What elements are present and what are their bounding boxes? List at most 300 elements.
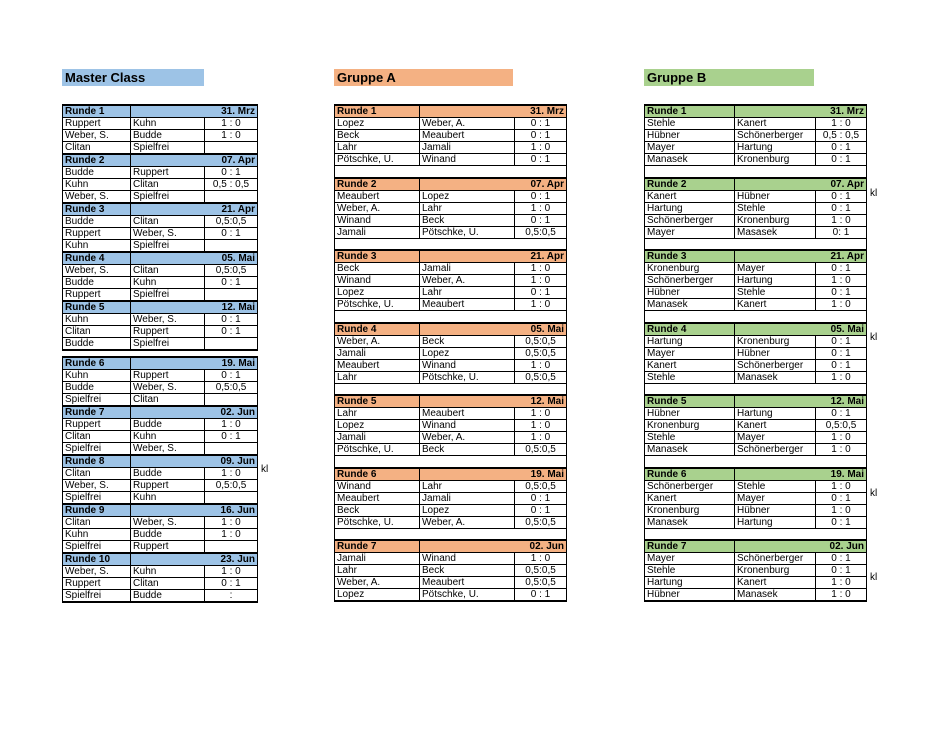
round-date: 19. Mai bbox=[735, 468, 867, 481]
spacer-cell bbox=[735, 166, 816, 178]
match-row bbox=[63, 492, 258, 505]
player-two: Pötschke, U. bbox=[420, 371, 515, 383]
round-date: 31. Mrz bbox=[735, 105, 867, 118]
match-row bbox=[645, 480, 867, 492]
spacer-cell bbox=[420, 238, 515, 250]
player-two: Jamali bbox=[420, 142, 515, 154]
player-one: Kronenburg bbox=[645, 504, 735, 516]
match-row bbox=[63, 566, 258, 578]
player-one: Manasek bbox=[645, 516, 735, 528]
spacer-row bbox=[645, 383, 867, 395]
player-one: Mayer bbox=[645, 226, 735, 238]
round-label: Runde 2 bbox=[335, 178, 420, 191]
player-one: Weber, S. bbox=[63, 480, 131, 492]
spacer-cell bbox=[335, 166, 420, 178]
match-row bbox=[645, 118, 867, 130]
player-two: Hartung bbox=[735, 142, 816, 154]
match-row bbox=[63, 541, 258, 554]
player-two: Kuhn bbox=[131, 492, 205, 505]
player-one: Hübner bbox=[645, 408, 735, 420]
player-two: Weber, A. bbox=[420, 432, 515, 444]
schedule-table bbox=[334, 104, 567, 602]
player-one: Meaubert bbox=[335, 492, 420, 504]
player-two: Kuhn bbox=[131, 566, 205, 578]
match-result: 0 : 1 bbox=[205, 167, 258, 179]
round-label: Runde 2 bbox=[63, 154, 131, 167]
player-one: Lahr bbox=[335, 565, 420, 577]
round-header-row bbox=[335, 323, 567, 336]
spacer-cell bbox=[515, 528, 567, 540]
match-row bbox=[335, 299, 567, 311]
player-one: Kuhn bbox=[63, 314, 131, 326]
spacer-cell bbox=[645, 238, 735, 250]
round-header-row bbox=[63, 455, 258, 468]
match-result: 0,5:0,5 bbox=[515, 335, 567, 347]
match-result: 0,5 : 0,5 bbox=[816, 130, 867, 142]
match-row bbox=[63, 468, 258, 480]
player-two: Kanert bbox=[735, 420, 816, 432]
match-result: 0 : 1 bbox=[816, 359, 867, 371]
match-row bbox=[645, 359, 867, 371]
player-two: Hartung bbox=[735, 408, 816, 420]
match-result: 1 : 0 bbox=[515, 202, 567, 214]
match-row bbox=[63, 314, 258, 326]
round-label: Runde 1 bbox=[335, 105, 420, 118]
player-two: Winand bbox=[420, 154, 515, 166]
player-one: Pötschke, U. bbox=[335, 154, 420, 166]
player-two: Hartung bbox=[735, 275, 816, 287]
match-result: 0 : 1 bbox=[515, 118, 567, 130]
match-result: 0,5:0,5 bbox=[515, 577, 567, 589]
spacer-cell bbox=[735, 238, 816, 250]
match-row bbox=[645, 190, 867, 202]
player-one: Lopez bbox=[335, 420, 420, 432]
spacer-cell bbox=[420, 166, 515, 178]
player-two: Kronenburg bbox=[735, 214, 816, 226]
match-row bbox=[645, 432, 867, 444]
match-row bbox=[335, 408, 567, 420]
player-two: Manasek bbox=[735, 589, 816, 602]
player-one: Pötschke, U. bbox=[335, 516, 420, 528]
round-header-row bbox=[335, 395, 567, 408]
player-one: Kuhn bbox=[63, 370, 131, 382]
round-date: 09. Jun bbox=[131, 455, 258, 468]
match-result: 1 : 0 bbox=[816, 504, 867, 516]
match-result: 1 : 0 bbox=[205, 118, 258, 130]
round-date: 07. Apr bbox=[735, 178, 867, 191]
match-row bbox=[335, 214, 567, 226]
match-row bbox=[335, 154, 567, 166]
match-row bbox=[645, 130, 867, 142]
spacer-cell bbox=[515, 383, 567, 395]
round-label: Runde 6 bbox=[335, 468, 420, 481]
round-date: 02. Jun bbox=[131, 406, 258, 419]
round-label: Runde 2 bbox=[645, 178, 735, 191]
player-one: Winand bbox=[335, 480, 420, 492]
player-two: Jamali bbox=[420, 263, 515, 275]
player-one: Pötschke, U. bbox=[335, 444, 420, 456]
match-result bbox=[205, 394, 258, 407]
round-header-row bbox=[645, 323, 867, 336]
match-row bbox=[63, 289, 258, 302]
player-two: Weber, S. bbox=[131, 443, 205, 456]
match-note: kl bbox=[261, 464, 269, 475]
match-row bbox=[645, 154, 867, 166]
match-row bbox=[645, 287, 867, 299]
spacer-cell bbox=[420, 383, 515, 395]
match-row bbox=[645, 263, 867, 275]
player-one: Manasek bbox=[645, 299, 735, 311]
player-one: Pötschke, U. bbox=[335, 299, 420, 311]
player-two: Meaubert bbox=[420, 130, 515, 142]
match-row bbox=[63, 142, 258, 155]
player-two: Kronenburg bbox=[735, 154, 816, 166]
player-two: Clitan bbox=[131, 265, 205, 277]
player-two: Spielfrei bbox=[131, 289, 205, 302]
player-one: Hübner bbox=[645, 287, 735, 299]
player-two: Manasek bbox=[735, 371, 816, 383]
round-label: Runde 5 bbox=[645, 395, 735, 408]
round-date: 02. Jun bbox=[420, 540, 567, 553]
player-two: Lopez bbox=[420, 504, 515, 516]
spacer-cell bbox=[735, 528, 816, 540]
match-note: kl bbox=[870, 188, 878, 199]
player-two: Stehle bbox=[735, 480, 816, 492]
round-header-row bbox=[335, 178, 567, 191]
match-row bbox=[63, 326, 258, 338]
match-result: 1 : 0 bbox=[205, 517, 258, 529]
match-row bbox=[335, 142, 567, 154]
round-label: Runde 4 bbox=[63, 252, 131, 265]
match-result: 0 : 1 bbox=[205, 228, 258, 240]
player-one: Mayer bbox=[645, 347, 735, 359]
player-one: Ruppert bbox=[63, 228, 131, 240]
match-result: 1 : 0 bbox=[816, 577, 867, 589]
player-two: Lopez bbox=[420, 190, 515, 202]
round-header-row bbox=[645, 105, 867, 118]
spacer-cell bbox=[515, 166, 567, 178]
player-two: Pötschke, U. bbox=[420, 589, 515, 602]
round-label: Runde 7 bbox=[63, 406, 131, 419]
round-date: 07. Apr bbox=[131, 154, 258, 167]
match-row bbox=[335, 504, 567, 516]
match-row bbox=[335, 118, 567, 130]
match-result: 0 : 1 bbox=[515, 130, 567, 142]
player-two: Spielfrei bbox=[131, 240, 205, 253]
player-two: Jamali bbox=[420, 492, 515, 504]
match-result: 0,5 : 0,5 bbox=[205, 179, 258, 191]
player-two: Hübner bbox=[735, 504, 816, 516]
spacer-row bbox=[335, 166, 567, 178]
match-result: 1 : 0 bbox=[205, 566, 258, 578]
round-date: 12. Mai bbox=[131, 301, 258, 314]
match-result: 0 : 1 bbox=[515, 287, 567, 299]
match-result: 0,5:0,5 bbox=[515, 565, 567, 577]
match-result: 1 : 0 bbox=[816, 214, 867, 226]
player-one: Spielfrei bbox=[63, 541, 131, 554]
match-row bbox=[645, 504, 867, 516]
round-date: 21. Apr bbox=[735, 250, 867, 263]
spacer-cell bbox=[515, 456, 567, 468]
match-result bbox=[205, 492, 258, 505]
player-two: Weber, S. bbox=[131, 517, 205, 529]
player-one: Jamali bbox=[335, 226, 420, 238]
player-one: Lopez bbox=[335, 287, 420, 299]
spacer-cell bbox=[735, 383, 816, 395]
player-two: Meaubert bbox=[420, 577, 515, 589]
player-one: Lahr bbox=[335, 142, 420, 154]
match-row bbox=[63, 578, 258, 590]
player-two: Ruppert bbox=[131, 167, 205, 179]
player-one: Weber, S. bbox=[63, 265, 131, 277]
player-two: Weber, S. bbox=[131, 314, 205, 326]
player-two: Meaubert bbox=[420, 299, 515, 311]
round-date: 23. Jun bbox=[131, 553, 258, 566]
match-row bbox=[645, 275, 867, 287]
player-two: Kronenburg bbox=[735, 565, 816, 577]
match-result: 0 : 1 bbox=[816, 565, 867, 577]
match-row bbox=[63, 265, 258, 277]
round-header-row bbox=[63, 504, 258, 517]
match-row bbox=[335, 432, 567, 444]
player-one: Spielfrei bbox=[63, 492, 131, 505]
match-row bbox=[335, 420, 567, 432]
match-result: 1 : 0 bbox=[205, 529, 258, 541]
player-one: Spielfrei bbox=[63, 443, 131, 456]
player-two: Mayer bbox=[735, 263, 816, 275]
match-row bbox=[63, 191, 258, 204]
round-label: Runde 7 bbox=[645, 540, 735, 553]
spacer-cell bbox=[816, 311, 867, 323]
player-two: Schönerberger bbox=[735, 553, 816, 565]
round-date: 21. Apr bbox=[420, 250, 567, 263]
match-result: 1 : 0 bbox=[205, 468, 258, 480]
match-result: 1 : 0 bbox=[816, 444, 867, 456]
round-label: Runde 3 bbox=[335, 250, 420, 263]
match-result: 1 : 0 bbox=[816, 118, 867, 130]
spacer-row bbox=[645, 456, 867, 468]
spacer-row bbox=[645, 166, 867, 178]
player-one: Winand bbox=[335, 214, 420, 226]
player-one: Ruppert bbox=[63, 419, 131, 431]
match-result: 0 : 1 bbox=[816, 492, 867, 504]
match-result: 1 : 0 bbox=[816, 299, 867, 311]
match-result: 1 : 0 bbox=[816, 480, 867, 492]
match-result bbox=[205, 443, 258, 456]
match-row bbox=[335, 492, 567, 504]
round-header-row bbox=[645, 540, 867, 553]
spacer-cell bbox=[645, 166, 735, 178]
player-two: Lahr bbox=[420, 202, 515, 214]
player-two: Beck bbox=[420, 565, 515, 577]
round-label: Runde 8 bbox=[63, 455, 131, 468]
player-two: Weber, A. bbox=[420, 118, 515, 130]
match-result: 0 : 1 bbox=[205, 370, 258, 382]
spacer-cell bbox=[735, 311, 816, 323]
round-date: 07. Apr bbox=[420, 178, 567, 191]
spacer-row bbox=[645, 528, 867, 540]
player-two: Schönerberger bbox=[735, 359, 816, 371]
match-row bbox=[335, 553, 567, 565]
player-two: Ruppert bbox=[131, 541, 205, 554]
match-result bbox=[205, 142, 258, 155]
player-one: Beck bbox=[335, 504, 420, 516]
player-one: Jamali bbox=[335, 432, 420, 444]
match-result: 0 : 1 bbox=[816, 516, 867, 528]
match-row bbox=[63, 517, 258, 529]
player-two: Kronenburg bbox=[735, 335, 816, 347]
player-two: Hübner bbox=[735, 347, 816, 359]
round-label: Runde 6 bbox=[63, 357, 131, 370]
match-row bbox=[63, 590, 258, 603]
player-two: Meaubert bbox=[420, 408, 515, 420]
player-two: Hübner bbox=[735, 190, 816, 202]
round-header-row bbox=[63, 203, 258, 216]
match-result bbox=[205, 191, 258, 204]
player-two: Stehle bbox=[735, 287, 816, 299]
match-result: 1 : 0 bbox=[816, 275, 867, 287]
player-one: Schönerberger bbox=[645, 480, 735, 492]
player-one: Hübner bbox=[645, 130, 735, 142]
master-class-title: Master Class bbox=[62, 69, 204, 86]
match-result: 1 : 0 bbox=[816, 432, 867, 444]
player-two: Weber, S. bbox=[131, 228, 205, 240]
match-row bbox=[335, 202, 567, 214]
player-two: Beck bbox=[420, 335, 515, 347]
match-result: 0,5:0,5 bbox=[515, 226, 567, 238]
match-note: kl bbox=[870, 572, 878, 583]
player-one: Schönerberger bbox=[645, 214, 735, 226]
player-one: Beck bbox=[335, 263, 420, 275]
match-result: 0 : 1 bbox=[515, 190, 567, 202]
player-one: Stehle bbox=[645, 118, 735, 130]
match-result: 0,5:0,5 bbox=[205, 265, 258, 277]
player-two: Masasek bbox=[735, 226, 816, 238]
round-date: 12. Mai bbox=[420, 395, 567, 408]
player-two: Beck bbox=[420, 214, 515, 226]
round-label: Runde 10 bbox=[63, 553, 131, 566]
match-row bbox=[645, 492, 867, 504]
match-row bbox=[63, 216, 258, 228]
player-one: Manasek bbox=[645, 444, 735, 456]
match-result: : bbox=[205, 590, 258, 603]
spacer-row bbox=[645, 238, 867, 250]
round-label: Runde 1 bbox=[63, 105, 131, 118]
player-one: Clitan bbox=[63, 517, 131, 529]
spacer-cell bbox=[816, 456, 867, 468]
player-one: Budde bbox=[63, 277, 131, 289]
round-label: Runde 9 bbox=[63, 504, 131, 517]
round-date: 19. Mai bbox=[131, 357, 258, 370]
match-result: 0 : 1 bbox=[515, 214, 567, 226]
spacer-cell bbox=[420, 456, 515, 468]
player-one: Hartung bbox=[645, 202, 735, 214]
match-row bbox=[645, 335, 867, 347]
spacer-cell bbox=[816, 383, 867, 395]
spacer-cell bbox=[735, 456, 816, 468]
match-row bbox=[335, 226, 567, 238]
match-row bbox=[645, 347, 867, 359]
round-header-row bbox=[335, 540, 567, 553]
match-result: 0,5:0,5 bbox=[205, 480, 258, 492]
player-one: Kronenburg bbox=[645, 263, 735, 275]
player-two: Mayer bbox=[735, 492, 816, 504]
player-one: Spielfrei bbox=[63, 590, 131, 603]
match-result: 1 : 0 bbox=[816, 589, 867, 602]
schedule-table bbox=[62, 104, 258, 351]
match-result: 1 : 0 bbox=[515, 275, 567, 287]
round-label: Runde 5 bbox=[63, 301, 131, 314]
round-label: Runde 5 bbox=[335, 395, 420, 408]
player-one: Budde bbox=[63, 167, 131, 179]
match-result bbox=[205, 289, 258, 302]
player-two: Mayer bbox=[735, 432, 816, 444]
round-date: 12. Mai bbox=[735, 395, 867, 408]
player-two: Kuhn bbox=[131, 118, 205, 130]
player-two: Clitan bbox=[131, 394, 205, 407]
player-one: Lopez bbox=[335, 118, 420, 130]
player-two: Lopez bbox=[420, 347, 515, 359]
match-result: 0 : 1 bbox=[205, 277, 258, 289]
match-row bbox=[335, 190, 567, 202]
player-two: Winand bbox=[420, 553, 515, 565]
player-one: Lopez bbox=[335, 589, 420, 602]
player-one: Mayer bbox=[645, 142, 735, 154]
spacer-row bbox=[335, 311, 567, 323]
player-one: Schönerberger bbox=[645, 275, 735, 287]
round-label: Runde 6 bbox=[645, 468, 735, 481]
player-two: Ruppert bbox=[131, 326, 205, 338]
round-date: 21. Apr bbox=[131, 203, 258, 216]
player-two: Pötschke, U. bbox=[420, 226, 515, 238]
round-header-row bbox=[645, 395, 867, 408]
round-date: 16. Jun bbox=[131, 504, 258, 517]
player-one: Lahr bbox=[335, 371, 420, 383]
round-date: 19. Mai bbox=[420, 468, 567, 481]
match-row bbox=[645, 577, 867, 589]
round-date: 05. Mai bbox=[420, 323, 567, 336]
spacer-cell bbox=[335, 383, 420, 395]
match-row bbox=[63, 419, 258, 431]
match-row bbox=[63, 529, 258, 541]
player-one: Kuhn bbox=[63, 240, 131, 253]
round-date: 05. Mai bbox=[131, 252, 258, 265]
match-result: 0,5:0,5 bbox=[816, 420, 867, 432]
spacer-cell bbox=[515, 311, 567, 323]
player-two: Clitan bbox=[131, 578, 205, 590]
match-result: 0 : 1 bbox=[515, 492, 567, 504]
match-row bbox=[63, 370, 258, 382]
player-two: Spielfrei bbox=[131, 338, 205, 351]
player-one: Jamali bbox=[335, 347, 420, 359]
round-date: 02. Jun bbox=[735, 540, 867, 553]
player-one: Kronenburg bbox=[645, 420, 735, 432]
match-result bbox=[205, 338, 258, 351]
match-row bbox=[645, 299, 867, 311]
spacer-row bbox=[645, 311, 867, 323]
player-one: Kuhn bbox=[63, 179, 131, 191]
player-two: Stehle bbox=[735, 202, 816, 214]
match-row bbox=[645, 226, 867, 238]
match-row bbox=[335, 287, 567, 299]
round-header-row bbox=[63, 301, 258, 314]
spacer-cell bbox=[420, 311, 515, 323]
player-one: Weber, S. bbox=[63, 191, 131, 204]
player-one: Clitan bbox=[63, 142, 131, 155]
round-date: 31. Mrz bbox=[420, 105, 567, 118]
player-one: Weber, S. bbox=[63, 566, 131, 578]
player-two: Hartung bbox=[735, 516, 816, 528]
